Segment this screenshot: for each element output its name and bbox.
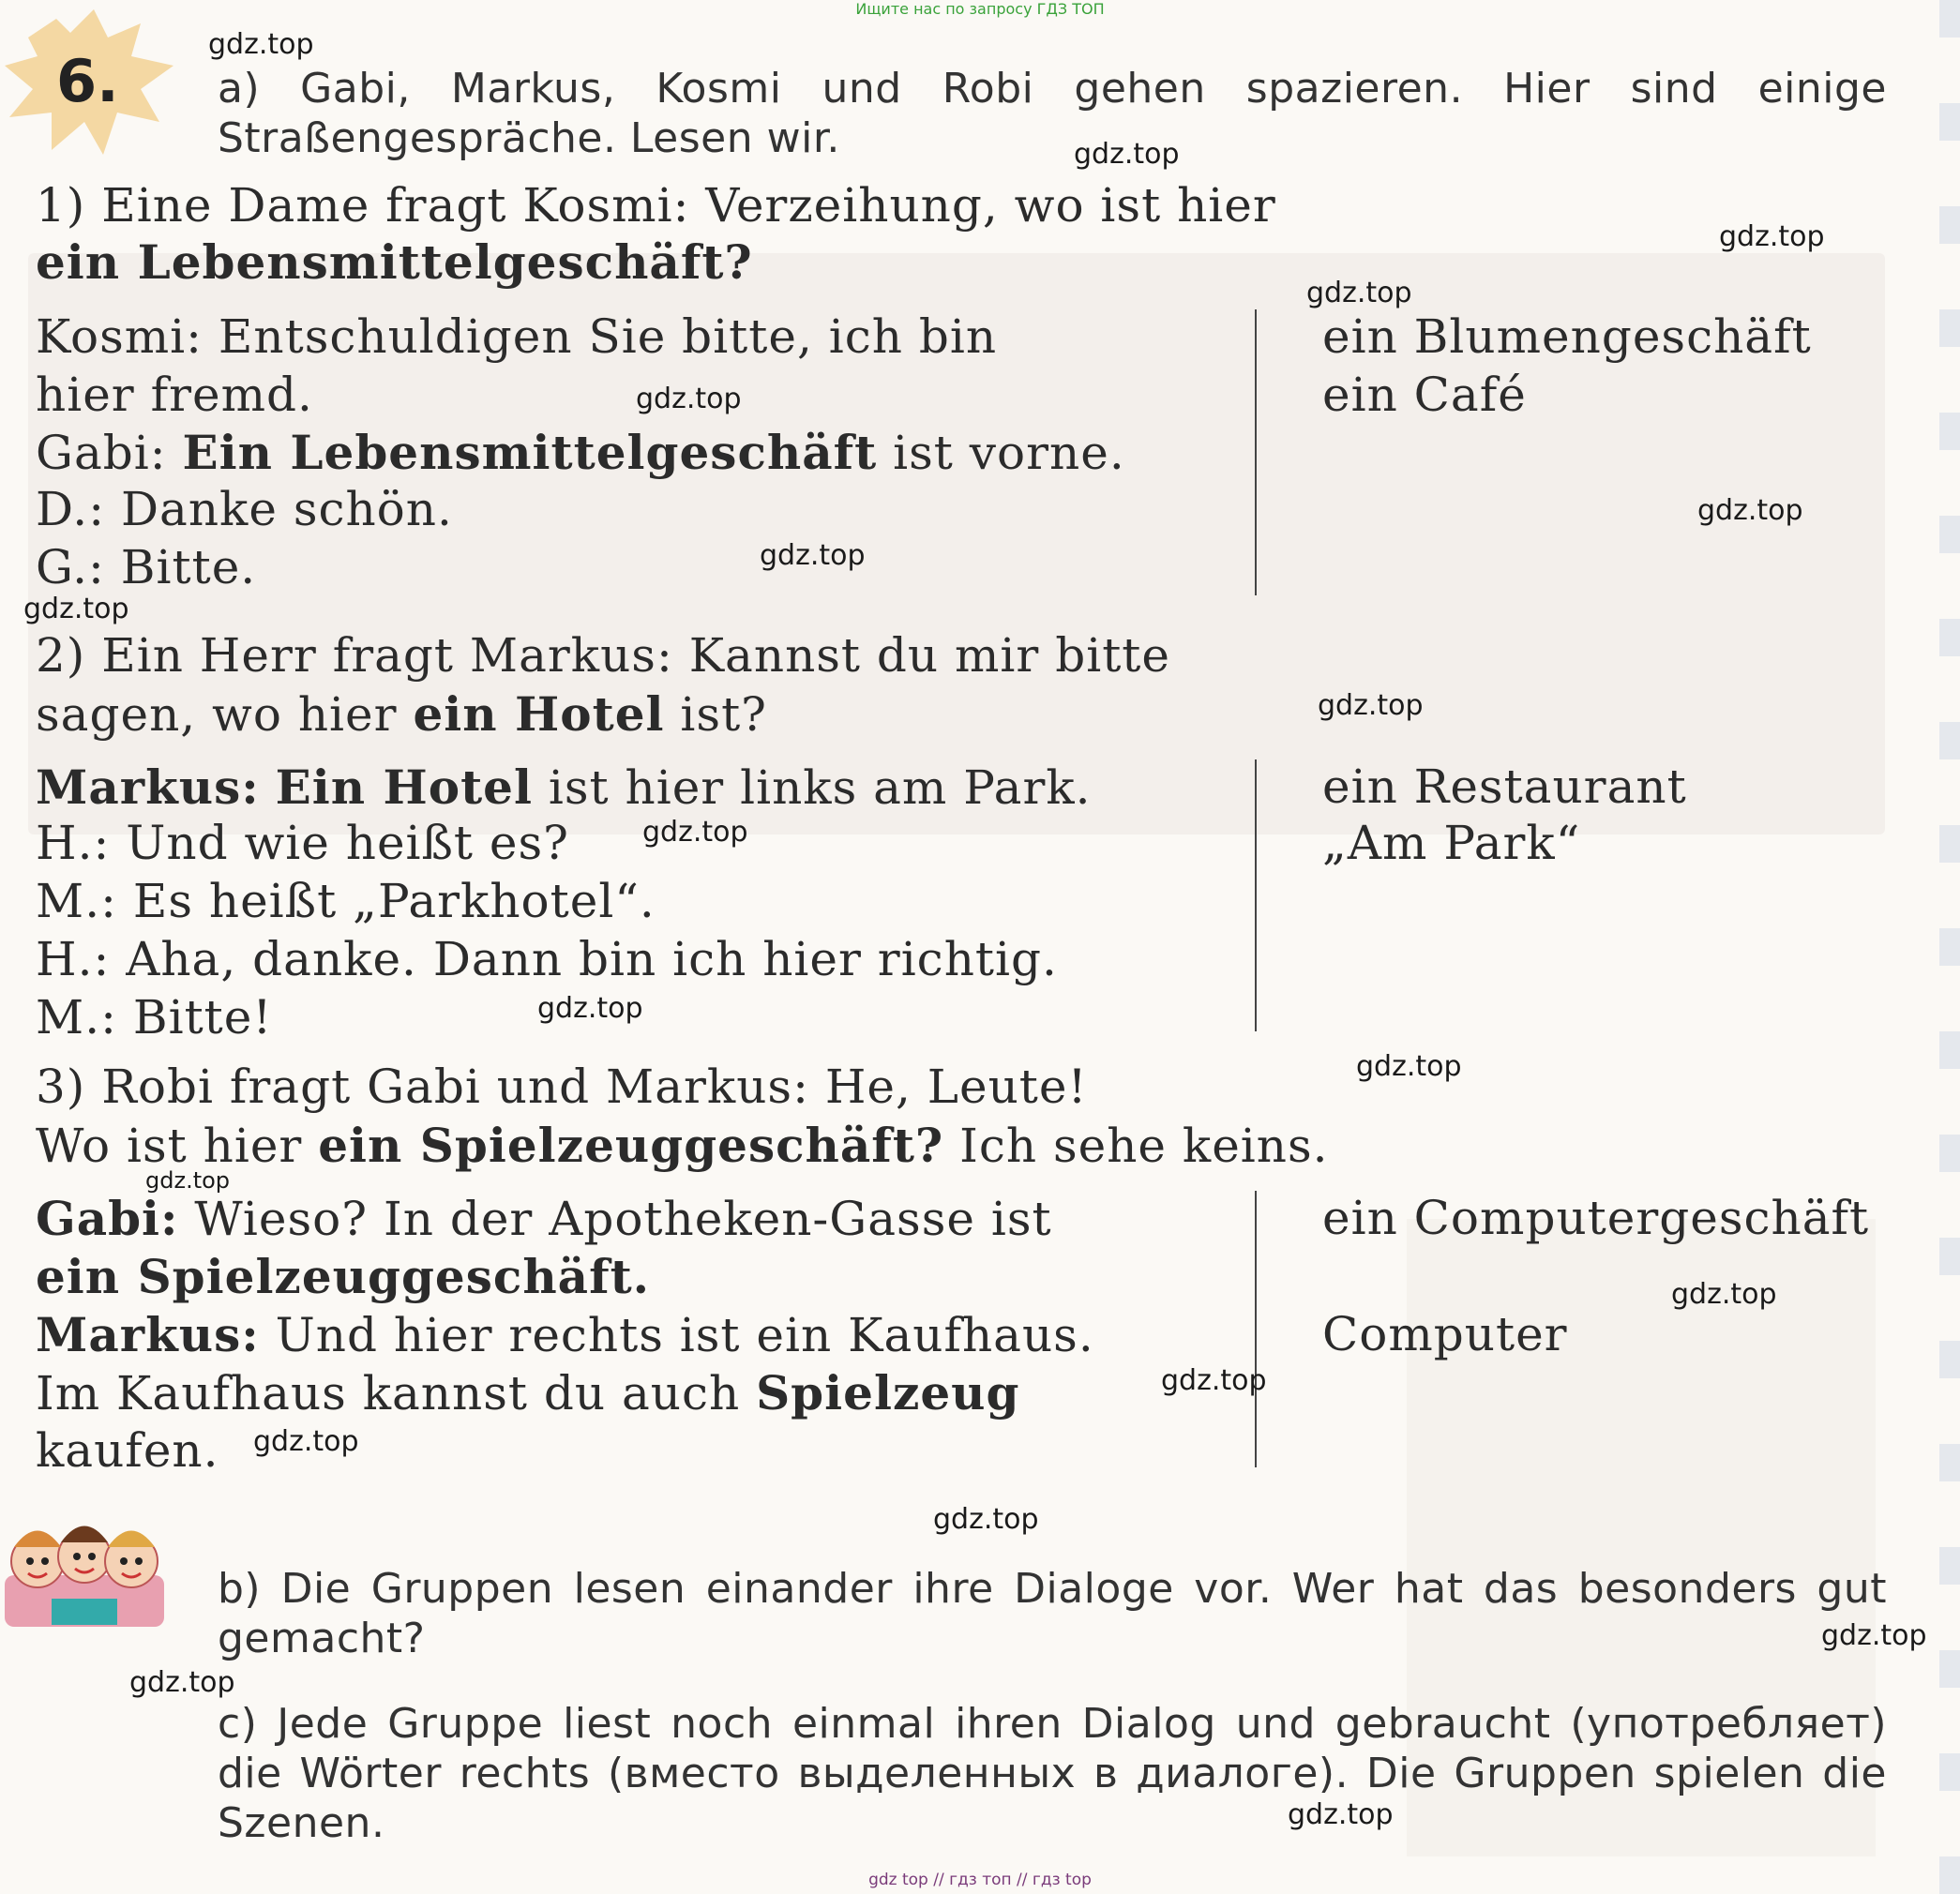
dialog2-line3: Markus: Ein Hotel ist hier links am Park. [36,759,1092,815]
watermark: gdz.top [1671,1278,1777,1311]
dialog3-line3: Gabi: Wieso? In der Apotheken-Gasse ist [36,1191,1052,1246]
watermark: gdz.top [636,383,742,415]
watermark: gdz.top [1288,1798,1394,1831]
paragraph-c: c) Jede Gruppe liest noch einmal ihren Dialog und gebraucht (употребляет) die Wörter rechts (вместо выделенных в диалоге). Die Gruppen spielen die Szenen. [218,1700,1887,1847]
dialog2-line5: M.: Es heißt „Parkhotel“. [36,874,656,928]
top-search-note: Ищите нас по запросу ГДЗ ТОП [855,0,1105,18]
dialog1-line1-bold: ein Lebensmittelgeschäft? [36,234,753,290]
page-edge-decoration [1939,0,1960,1894]
watermark: gdz.top [1821,1619,1927,1652]
dialog1-alt1: ein Blumengeschäft [1322,309,1812,364]
watermark: gdz.top [129,1666,235,1699]
dialog2-line7: M.: Bitte! [36,990,273,1045]
watermark: gdz.top [1697,494,1803,527]
dialog3-divider [1255,1191,1257,1467]
dialog3-line4: ein Spielzeuggeschäft. [36,1249,651,1304]
dialog3-alt1: ein Computergeschäft [1322,1191,1870,1245]
watermark: gdz.top [1074,138,1180,171]
dialog2-divider [1255,759,1257,1031]
dialog3-line1: 3) Robi fragt Gabi und Markus: He, Leute! [36,1060,1088,1114]
watermark: gdz.top [537,992,643,1025]
watermark: gdz.top [933,1503,1039,1536]
watermark: gdz.top [1306,277,1412,309]
dialog3-alt2: Computer [1322,1307,1568,1361]
watermark: gdz.top [642,816,748,849]
dialog3-line5: Markus: Und hier rechts ist ein Kaufhaus. [36,1307,1094,1362]
dialog2-line1: 2) Ein Herr fragt Markus: Kannst du mir bitte [36,628,1170,683]
dialog1-line1: 1) Eine Dame fragt Kosmi: Verzeihung, wo ist hier [36,178,1276,233]
watermark: gdz.top [760,539,866,572]
dialog1-line4: Gabi: Ein Lebensmittelgeschäft ist vorne. [36,425,1125,480]
watermark: gdz.top [253,1425,359,1458]
dialog3-line6: Im Kaufhaus kannst du auch Spielzeug [36,1365,1020,1420]
dialog1-line5: D.: Danke schön. [36,482,453,536]
dialog3-line7: kaufen. [36,1423,219,1478]
watermark: gdz.top [1318,689,1424,722]
dialog2-line6: H.: Aha, danke. Dann bin ich hier richtig. [36,932,1058,986]
dialog3-line2: Wo ist hier ein Spielzeuggeschäft? Ich sehe keins. [36,1118,1329,1173]
dialog2-line2: sagen, wo hier ein Hotel ist? [36,686,767,742]
task-number: 6. [56,47,119,115]
group-of-children-icon [0,1510,169,1631]
dialog2-alt2: „Am Park“ [1322,816,1581,870]
dialog1-divider [1255,309,1257,595]
watermark: gdz.top [208,28,314,61]
footer-note: gdz top // гдз топ // гдз top [868,1871,1092,1889]
intro-paragraph-a: a) Gabi, Markus, Kosmi und Robi gehen spazieren. Hier sind einige Straßengespräche. Lesen wir. [218,65,1887,162]
dialog1-line3: hier fremd. [36,368,313,422]
dialog2-alt1: ein Restaurant [1322,759,1687,814]
watermark: gdz.top [23,593,129,625]
dialog1-line6: G.: Bitte. [36,540,257,594]
paragraph-b: b) Die Gruppen lesen einander ihre Dialoge vor. Wer hat das besonders gut gemacht? [218,1565,1887,1662]
watermark: gdz.top [1161,1364,1267,1397]
watermark: gdz.top [1356,1050,1462,1083]
watermark: gdz.top [145,1167,231,1194]
dialog1-alt2: ein Café [1322,368,1527,422]
watermark: gdz.top [1719,220,1825,253]
dialog1-line2: Kosmi: Entschuldigen Sie bitte, ich bin [36,309,998,364]
dialog2-line4: H.: Und wie heißt es? [36,816,569,870]
